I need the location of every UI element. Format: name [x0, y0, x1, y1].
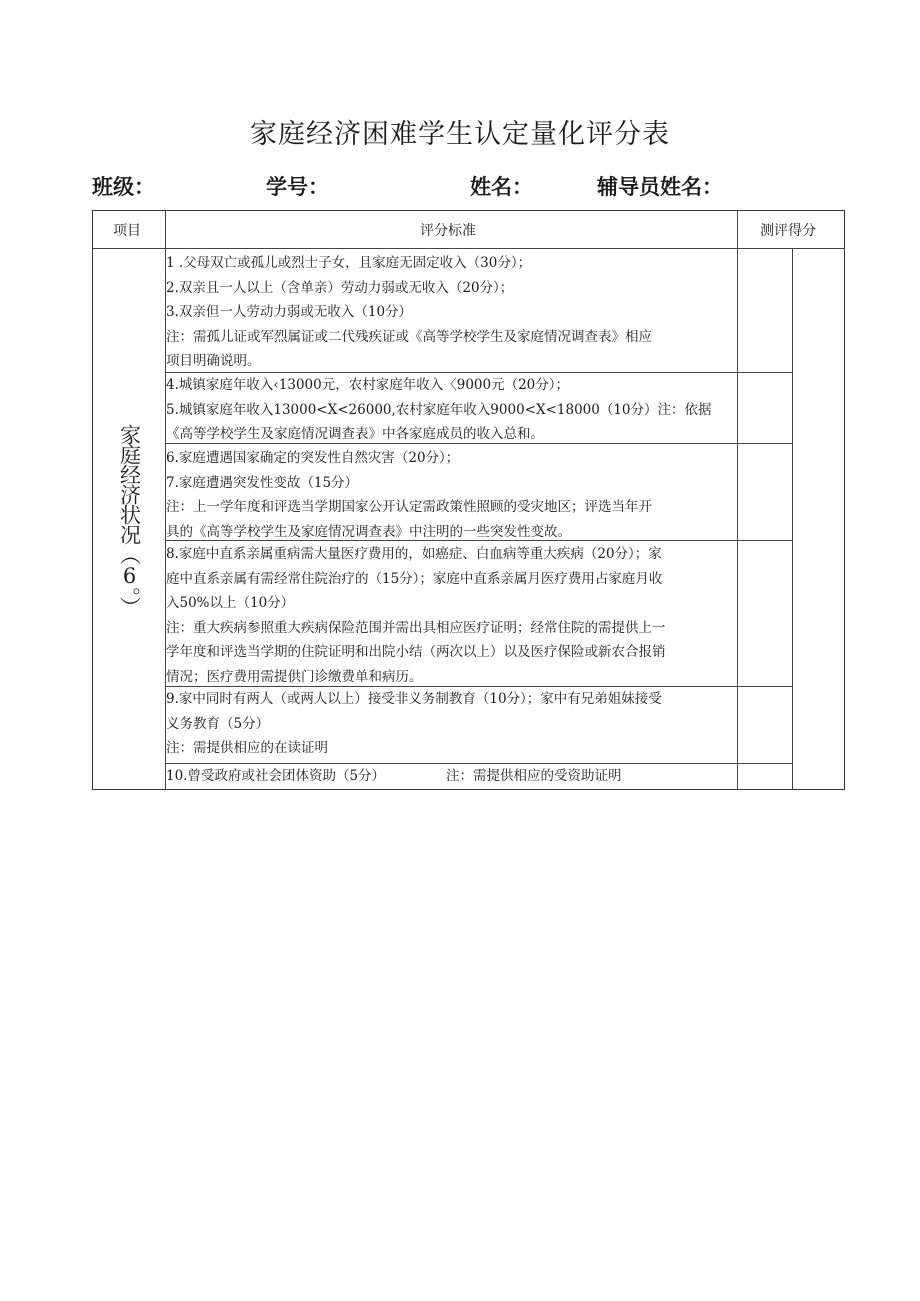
criteria-line: 注：上一学年度和评选当学期国家公开认定需政策性照顾的受灾地区；评选当年开: [166, 499, 652, 515]
criteria-block: [166, 446, 738, 540]
name-label: 姓名：: [470, 175, 533, 199]
criteria-line: 7.家庭遭遇突发性变故（15分）: [166, 474, 359, 491]
criteria-line: 4.城镇家庭年收入‹13000元，农村家庭年收入〈9000元（20分）；: [166, 377, 570, 393]
criteria-line: 入50%以上（10分）: [166, 595, 295, 611]
criteria-line: 5.城镇家庭年收入13000<X<26000,农村家庭年收入9000<X<18000（10分）注：依据: [166, 401, 712, 418]
class-label: 班级：: [92, 175, 155, 199]
criteria-line: 2.双亲且一人以上（含单亲）劳动力弱或无收入（20分）；: [166, 279, 514, 296]
criteria-line: 《高等学校学生及家庭情况调查表》中各家庭成员的收入总和。: [166, 426, 544, 442]
header-criteria: 评分标准: [420, 223, 476, 239]
criteria-note: 注：需提供相应的受资助证明: [446, 768, 622, 784]
criteria-line: 注：需提供相应的在读证明: [166, 740, 328, 756]
criteria-line: 3.双亲但一人劳动力弱或无收入（10分）: [166, 304, 413, 320]
category-label: 家庭经济状况（6。）: [117, 423, 142, 617]
criteria-line: 义务教育（5分）: [166, 715, 270, 732]
criteria-line: 注：重大疾病参照重大疾病保险范围并需出具相应医疗证明；经常住院的需提供上一: [166, 619, 666, 636]
row-divider: [165, 443, 792, 444]
criteria-line: 8.家庭中直系亲属重病需大量医疗费用的，如癌症、白血病等重大疾病（20分）；家: [166, 546, 662, 562]
criteria-line: 1 .父母双亡或孤儿或烈士子女，且家庭无固定收入（30分）；: [166, 255, 532, 271]
counselor-label: 辅导员姓名：: [597, 175, 723, 199]
document-title: 家庭经济困难学生认定量化评分表: [250, 119, 670, 150]
criteria-line: 10.曾受政府或社会团体资助（5分）: [166, 768, 386, 784]
header-item: 项目: [113, 223, 141, 239]
criteria-line: 6.家庭遭遇国家确定的突发性自然灾害（20分）；: [166, 450, 460, 466]
criteria-block: [166, 251, 738, 372]
header-score: 测评得分: [760, 223, 816, 239]
criteria-block: [166, 542, 738, 686]
column-divider: [792, 248, 793, 790]
criteria-line: 情况；医疗费用需提供门诊缴费单和病历。: [166, 668, 423, 685]
criteria-line: 项目明确说明。: [166, 353, 261, 369]
criteria-line: 具的《高等学校学生及家庭情况调查表》中注明的一些突发性变故。: [166, 523, 571, 540]
student-id-label: 学号：: [266, 175, 329, 199]
criteria-block: [166, 687, 738, 763]
criteria-block: [166, 373, 738, 443]
criteria-line: 注：需孤儿证或军烈属证或二代残疾证或《高等学校学生及家庭情况调查表》相应: [166, 328, 652, 345]
criteria-line: 9.家中同时有两人（或两人以上）接受非义务制教育（10分）；家中有兄弟姐妹接受: [166, 691, 662, 707]
criteria-block: [166, 764, 738, 790]
row-divider: [165, 540, 792, 541]
criteria-line: 庭中直系亲属有需经常住院治疗的（15分）；家庭中直系亲属月医疗费用占家庭月收: [166, 570, 663, 587]
criteria-line: 学年度和评选当学期的住院证明和出院小结（两次以上）以及医疗保险或新农合报销: [166, 644, 666, 660]
header-divider: [92, 248, 845, 249]
